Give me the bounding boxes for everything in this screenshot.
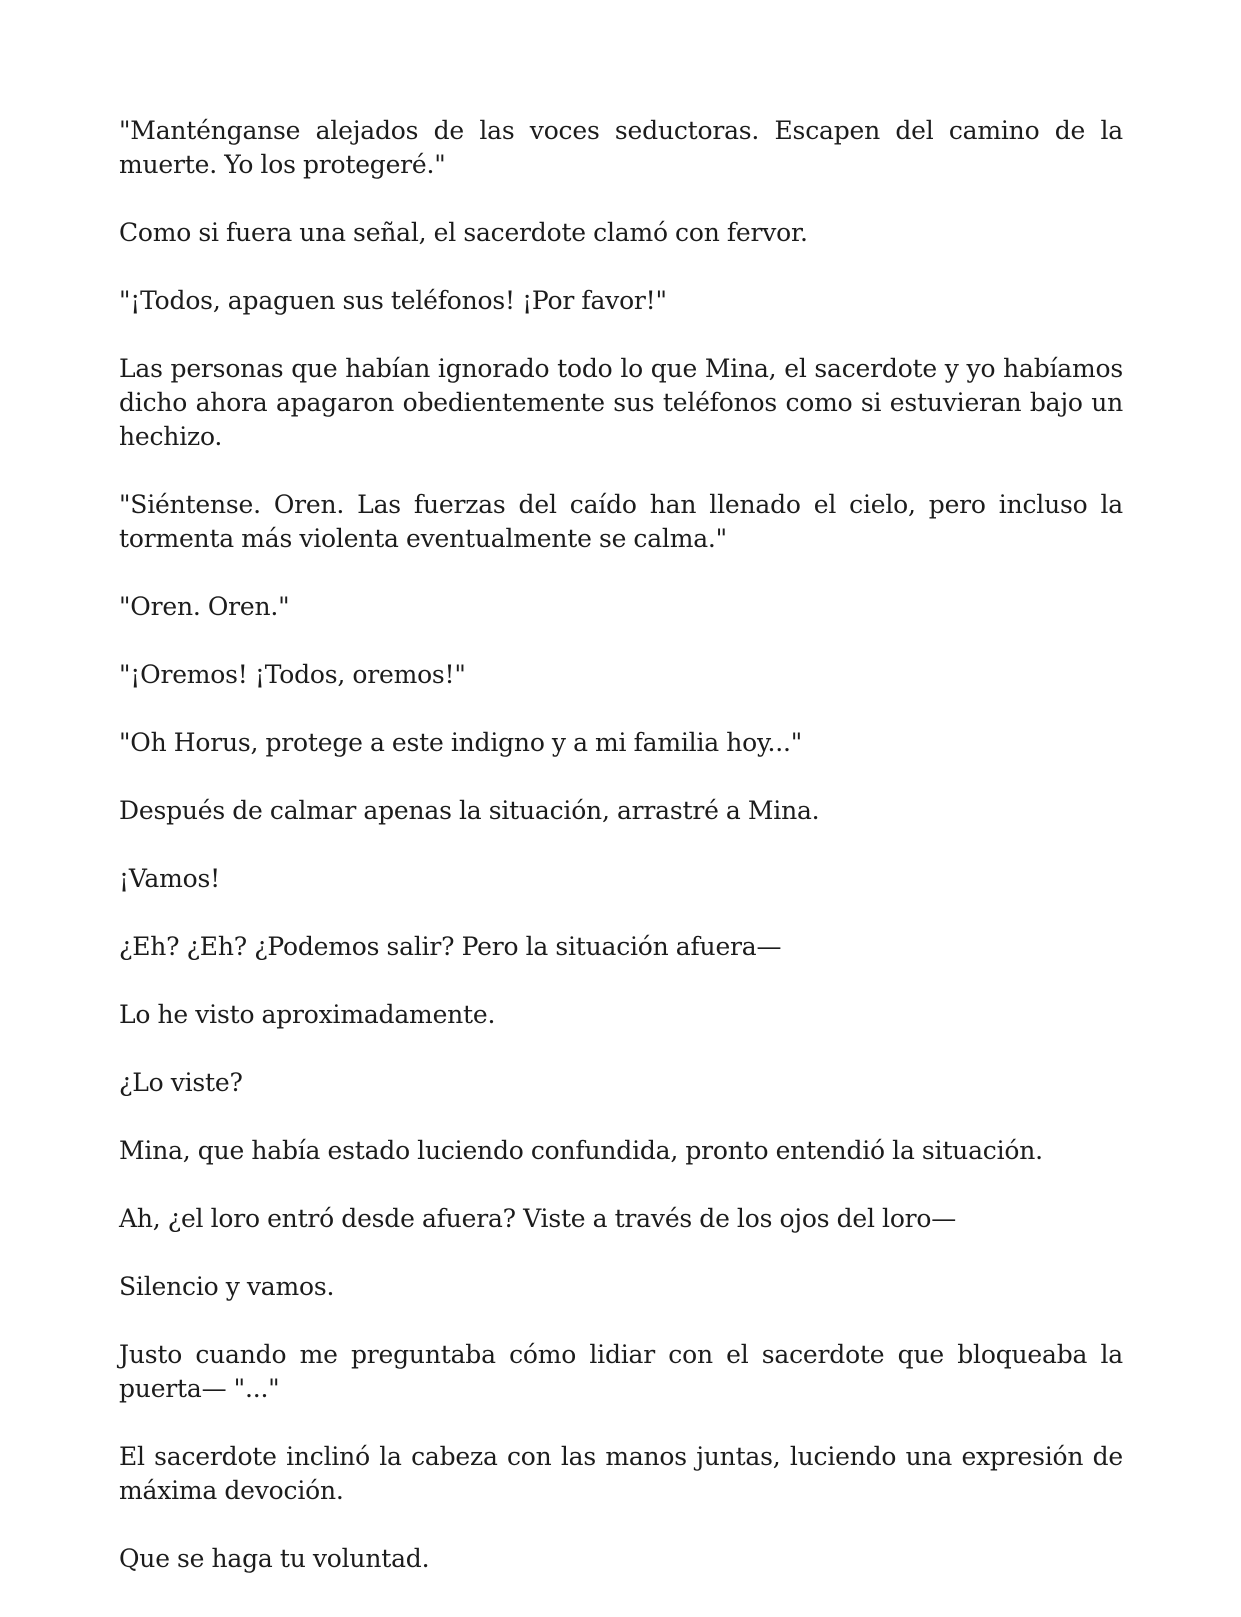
paragraph: Después de calmar apenas la situación, arrastré a Mina. [119,796,820,825]
paragraph: "Oh Horus, protege a este indigno y a mi familia hoy..." [119,728,803,757]
paragraph: Mina, que había estado luciendo confundida, pronto entendió la situación. [119,1136,1043,1165]
paragraph: Ah, ¿el loro entró desde afuera? Viste a través de los ojos del loro— [119,1204,957,1233]
document-page [119,114,1123,1576]
paragraph: "Siéntense. Oren. Las fuerzas del caído han llenado el cielo, pero incluso la tormenta más violenta eventualmente se calma." [119,490,1123,553]
paragraph: ¿Lo viste? [119,1068,243,1097]
paragraph: Como si fuera una señal, el sacerdote clamó con fervor. [119,218,808,247]
paragraph: "¡Todos, apaguen sus teléfonos! ¡Por favor!" [119,286,667,315]
paragraph: ¿Eh? ¿Eh? ¿Podemos salir? Pero la situación afuera— [119,932,782,961]
paragraph: ¡Vamos! [119,864,220,893]
paragraph: Las personas que habían ignorado todo lo que Mina, el sacerdote y yo habíamos dicho ahora apagaron obedientemente sus teléfonos como si estuvieran bajo un hechizo. [119,354,1123,451]
paragraph: Que se haga tu voluntad. [119,1544,430,1573]
paragraph: El sacerdote inclinó la cabeza con las manos juntas, luciendo una expresión de máxima devoción. [119,1442,1123,1505]
paragraph: "Oren. Oren." [119,592,290,621]
paragraph: Silencio y vamos. [119,1272,335,1301]
paragraph: "Manténganse alejados de las voces seductoras. Escapen del camino de la muerte. Yo los protegeré." [119,116,1123,179]
paragraph: Justo cuando me preguntaba cómo lidiar con el sacerdote que bloqueaba la puerta— "..." [119,1340,1123,1403]
paragraph: "¡Oremos! ¡Todos, oremos!" [119,660,466,689]
paragraph: Lo he visto aproximadamente. [119,1000,496,1029]
